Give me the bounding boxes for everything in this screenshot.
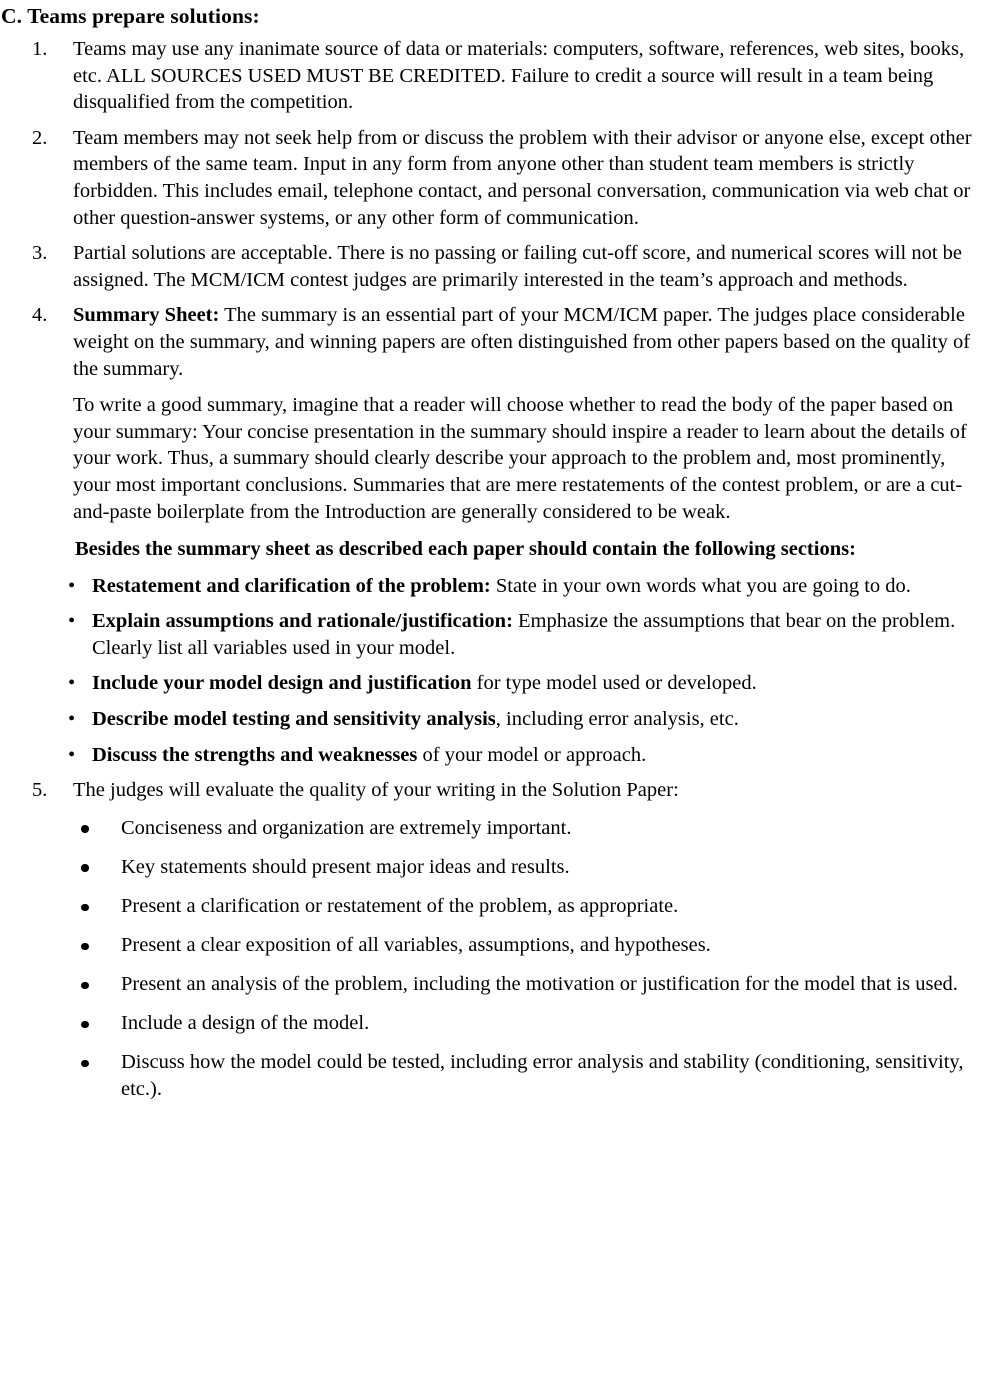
bullet-text: Discuss how the model could be tested, including error analysis and stability (conditioning, sensitivity, etc.). [121, 1051, 964, 1100]
list-item-text: Teams may use any inanimate source of data or materials: computers, software, references, web sites, books, etc. ALL SOURCES USED MUST BE CREDITED. Failure to credit a source will result in a team being disqualified from the competition. [73, 38, 965, 114]
numbered-list [0, 36, 978, 1103]
bullet-icon: • [68, 672, 76, 695]
round-bullet-icon [81, 904, 89, 912]
list-item [81, 1010, 978, 1037]
bullet-lead-in: Explain assumptions and rationale/justification: [92, 610, 513, 633]
round-bullet-icon [81, 1021, 89, 1029]
list-item [81, 932, 978, 959]
list-marker: 4. [32, 304, 48, 327]
list-item [81, 854, 978, 881]
bullet-text: for type model used or developed. [471, 672, 757, 695]
list-item [68, 608, 978, 661]
list-marker: 3. [32, 242, 48, 265]
summary-sheet-text: The summary is an essential part of your MCM/ICM paper. The judges place considerable weight on the summary, and winning papers are often distinguished from other papers based on the quality of the summary. [73, 304, 971, 380]
bullet-text: of your model or approach. [417, 743, 647, 766]
bullet-icon: • [68, 610, 76, 633]
list-item-5-body [73, 777, 978, 1102]
list-item-text: Team members may not seek help from or discuss the problem with their advisor or anyone else, except other members of the same team. Input in any form from anyone other than student team members is strictly forbidden. This includes email, telephone contact, and personal conversation, communication via web chat or other question-answer systems, or any other form of communication. [73, 126, 972, 229]
bullet-icon: • [68, 708, 76, 731]
list-marker: 5. [32, 779, 48, 802]
bullet-lead-in: Restatement and clarification of the problem: [92, 574, 491, 597]
bullet-lead-in: Discuss the strengths and weaknesses [92, 743, 418, 766]
summary-sheet-label: Summary Sheet: [73, 304, 220, 327]
bullet-text: State in your own words what you are going to do. [490, 574, 911, 597]
bullet-icon: • [68, 743, 76, 766]
bullet-text: Present an analysis of the problem, including the motivation or justification for the model that is used. [121, 973, 958, 996]
list-item-3 [0, 240, 978, 293]
summary-guidance-paragraph: To write a good summary, imagine that a reader will choose whether to read the body of the paper based on your summary: Your concise presentation in the summary should inspire a reader to learn about the details of your work. Thus, a summary should clearly describe your approach to the problem and, most prominently, your most important conclusions. Summaries that are mere restatements of the contest problem, or are a cut-and-paste boilerplate from the Introduction are generally considered to be weak. [73, 394, 967, 523]
round-bullet-icon [81, 943, 89, 951]
bullet-text: Conciseness and organization are extremely important. [121, 816, 572, 839]
round-bullet-icon [81, 1060, 89, 1068]
list-item-text: The judges will evaluate the quality of your writing in the Solution Paper: [73, 779, 679, 802]
round-bullet-icon [81, 864, 89, 872]
writing-quality-list [73, 815, 978, 1103]
list-item [68, 706, 978, 733]
bullet-text: Key statements should present major ideas and results. [121, 855, 570, 878]
bullet-text: , including error analysis, etc. [495, 708, 739, 731]
list-item [68, 573, 978, 600]
list-item [81, 971, 978, 998]
document-page [0, 3, 981, 1400]
list-item-1 [0, 36, 978, 116]
required-sections-callout: Besides the summary sheet as described each paper should contain the following sections: [75, 538, 856, 561]
list-marker: 1. [32, 38, 48, 60]
list-item-2 [0, 125, 978, 231]
list-item-5 [0, 777, 978, 1102]
round-bullet-icon [81, 982, 89, 990]
bullet-lead-in: Include your model design and justification [92, 672, 472, 695]
list-item-text: Partial solutions are acceptable. There is no passing or failing cut-off score, and numerical scores will not be assigned. The MCM/ICM contest judges are primarily interested in the team’s approach and methods. [73, 242, 963, 291]
required-sections-list [68, 573, 978, 769]
page-title: C. Teams prepare solutions: [1, 4, 260, 28]
list-item [81, 893, 978, 920]
list-item-text [73, 302, 978, 382]
bullet-text: Include a design of the model. [121, 1012, 370, 1035]
list-item [68, 742, 978, 769]
bullet-text: Emphasize the assumptions that bear on the problem. Clearly list all variables used in your model. [92, 610, 956, 659]
list-item [68, 670, 978, 697]
list-item-4 [0, 302, 978, 768]
round-bullet-icon [81, 825, 89, 833]
list-item [81, 815, 978, 842]
bullet-lead-in: Describe model testing and sensitivity analysis [92, 708, 496, 731]
bullet-text: Present a clarification or restatement of the problem, as appropriate. [121, 895, 679, 918]
bullet-icon: • [68, 574, 76, 597]
list-marker: 2. [32, 126, 48, 149]
list-item [81, 1049, 978, 1102]
bullet-text: Present a clear exposition of all variables, assumptions, and hypotheses. [121, 934, 711, 957]
